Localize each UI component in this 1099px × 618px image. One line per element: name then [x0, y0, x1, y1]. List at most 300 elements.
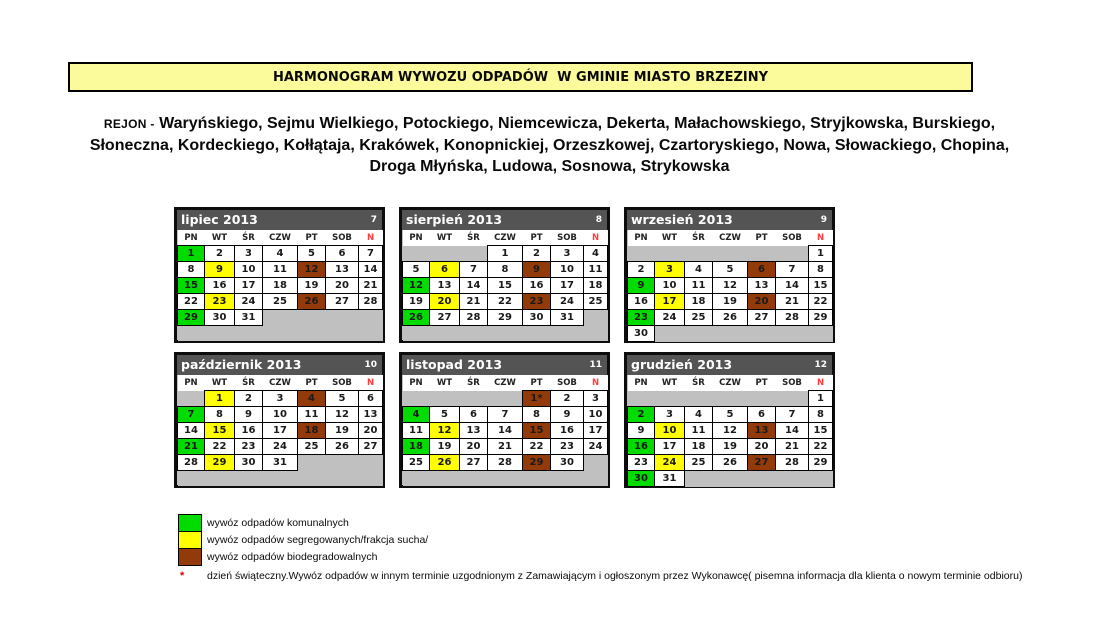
day-cell: 10 — [584, 407, 608, 423]
weekday-header: CZW — [713, 230, 748, 246]
empty-cell — [178, 391, 205, 407]
day-cell: 13 — [460, 423, 488, 439]
day-cell: 23 — [235, 439, 263, 455]
weekday-header: PT — [748, 230, 776, 246]
day-cell: 16 — [235, 423, 263, 439]
empty-cell — [713, 471, 748, 487]
day-cell: 2 — [523, 246, 551, 262]
day-cell: 20 — [748, 294, 776, 310]
day-cell: 11 — [685, 423, 713, 439]
weekday-header: PN — [628, 375, 655, 391]
day-cell: 19 — [298, 278, 326, 294]
empty-cell — [584, 471, 608, 487]
day-cell: 29 — [809, 310, 833, 326]
day-cell: 10 — [655, 423, 685, 439]
empty-cell — [403, 391, 430, 407]
day-cell: 17 — [235, 278, 263, 294]
day-cell: 11 — [298, 407, 326, 423]
day-cell: 27 — [748, 310, 776, 326]
empty-cell — [655, 246, 685, 262]
empty-cell — [178, 326, 205, 342]
legend-label: wywóz odpadów segregowanych/frakcja sucha/ — [207, 533, 429, 546]
day-cell: 27 — [359, 439, 383, 455]
empty-cell — [713, 326, 748, 342]
day-cell: 1 — [178, 246, 205, 262]
weekday-header: ŚR — [685, 375, 713, 391]
day-cell: 9 — [205, 262, 235, 278]
empty-cell — [488, 471, 523, 487]
day-cell: 25 — [685, 310, 713, 326]
legend-label: wywóz odpadów biodegradowalnych — [207, 550, 378, 563]
day-cell: 24 — [655, 455, 685, 471]
day-cell: 6 — [748, 407, 776, 423]
empty-cell — [488, 326, 523, 342]
day-cell: 3 — [655, 262, 685, 278]
weekday-header: WT — [205, 230, 235, 246]
legend-item-komunalne — [178, 514, 1022, 531]
day-cell: 15 — [205, 423, 235, 439]
empty-cell — [298, 471, 326, 487]
empty-cell — [685, 471, 713, 487]
calendar-header — [402, 210, 607, 230]
month-number: 9 — [820, 215, 827, 225]
day-cell: 4 — [403, 407, 430, 423]
day-cell: 15 — [488, 278, 523, 294]
empty-cell — [403, 246, 430, 262]
day-cell: 2 — [205, 246, 235, 262]
calendar-sierpien — [399, 207, 610, 343]
empty-cell — [263, 471, 298, 487]
day-cell: 19 — [403, 294, 430, 310]
empty-cell — [523, 326, 551, 342]
day-cell: 20 — [326, 278, 359, 294]
weekday-header: SOB — [551, 230, 584, 246]
day-cell: 8 — [809, 262, 833, 278]
holiday-note-text: dzień świąteczny.Wywóz odpadów w innym terminie uzgodnionym z Zamawiającym i ogłoszonym przez Wykonawcę( pisemna informacja dla klienta o nowym terminie odbioru) — [207, 570, 1023, 582]
day-cell: 7 — [178, 407, 205, 423]
day-cell: 24 — [263, 439, 298, 455]
empty-cell — [776, 326, 809, 342]
day-cell: 5 — [713, 262, 748, 278]
empty-cell — [685, 246, 713, 262]
calendar-header — [177, 355, 382, 375]
day-cell: 4 — [685, 407, 713, 423]
empty-cell — [748, 246, 776, 262]
day-cell: 14 — [776, 423, 809, 439]
calendar-lipiec — [174, 207, 385, 343]
day-cell: 1* — [523, 391, 551, 407]
empty-cell — [628, 246, 655, 262]
days-table — [177, 375, 383, 486]
weekday-header: PT — [523, 375, 551, 391]
day-cell: 20 — [430, 294, 460, 310]
day-cell: 26 — [403, 310, 430, 326]
weekday-header: WT — [205, 375, 235, 391]
region-streets-3: Droga Młyńska, Ludowa, Sosnowa, Strykowska — [369, 158, 730, 175]
calendar-pazdziernik — [174, 352, 385, 488]
day-cell: 17 — [655, 294, 685, 310]
empty-cell — [298, 326, 326, 342]
weekday-header: PT — [298, 375, 326, 391]
holiday-note — [178, 570, 1022, 582]
day-cell: 2 — [628, 407, 655, 423]
day-cell: 8 — [205, 407, 235, 423]
empty-cell — [430, 471, 460, 487]
weekday-header: ŚR — [685, 230, 713, 246]
empty-cell — [359, 326, 383, 342]
day-cell: 15 — [523, 423, 551, 439]
empty-cell — [430, 326, 460, 342]
day-cell: 16 — [628, 439, 655, 455]
month-number: 8 — [595, 215, 602, 225]
legend-item-biodegradowalne — [178, 548, 1022, 565]
empty-cell — [430, 246, 460, 262]
day-cell: 24 — [584, 439, 608, 455]
day-cell: 31 — [551, 310, 584, 326]
day-cell: 23 — [523, 294, 551, 310]
day-cell: 18 — [584, 278, 608, 294]
green-swatch-icon — [178, 514, 202, 532]
empty-cell — [809, 326, 833, 342]
day-cell: 16 — [205, 278, 235, 294]
empty-cell — [178, 471, 205, 487]
weekday-header: N — [809, 230, 833, 246]
day-cell: 18 — [298, 423, 326, 439]
calendar-header — [627, 210, 832, 230]
day-cell: 17 — [655, 439, 685, 455]
empty-cell — [584, 455, 608, 471]
calendar-grudzien — [624, 352, 835, 488]
month-number: 11 — [589, 360, 602, 370]
month-number: 10 — [364, 360, 377, 370]
day-cell: 29 — [523, 455, 551, 471]
day-cell: 28 — [359, 294, 383, 310]
weekday-header: N — [359, 375, 383, 391]
empty-cell — [359, 310, 383, 326]
day-cell: 23 — [205, 294, 235, 310]
calendar-listopad — [399, 352, 610, 488]
day-cell: 29 — [809, 455, 833, 471]
page-title: HARMONOGRAM WYWOZU ODPADÓW W GMINIE MIASTO BRZEZINY — [272, 69, 769, 85]
day-cell: 5 — [326, 391, 359, 407]
day-cell: 25 — [403, 455, 430, 471]
day-cell: 13 — [326, 262, 359, 278]
empty-cell — [205, 326, 235, 342]
day-cell: 5 — [403, 262, 430, 278]
day-cell: 6 — [748, 262, 776, 278]
day-cell: 16 — [523, 278, 551, 294]
day-cell: 10 — [655, 278, 685, 294]
day-cell: 7 — [359, 246, 383, 262]
day-cell: 21 — [178, 439, 205, 455]
empty-cell — [628, 391, 655, 407]
day-cell: 3 — [584, 391, 608, 407]
day-cell: 22 — [523, 439, 551, 455]
weekday-header: SOB — [776, 230, 809, 246]
day-cell: 12 — [403, 278, 430, 294]
day-cell: 21 — [460, 294, 488, 310]
day-cell: 24 — [551, 294, 584, 310]
region-label: REJON - — [103, 117, 155, 131]
empty-cell — [326, 310, 359, 326]
day-cell: 10 — [235, 262, 263, 278]
weekday-header: ŚR — [460, 375, 488, 391]
day-cell: 13 — [430, 278, 460, 294]
weekday-header: PT — [748, 375, 776, 391]
weekday-header: CZW — [488, 375, 523, 391]
day-cell: 21 — [359, 278, 383, 294]
day-cell: 27 — [460, 455, 488, 471]
day-cell: 26 — [713, 310, 748, 326]
day-cell: 23 — [628, 310, 655, 326]
day-cell: 30 — [523, 310, 551, 326]
month-name: grudzień 2013 — [631, 357, 733, 372]
day-cell: 26 — [298, 294, 326, 310]
day-cell: 22 — [809, 439, 833, 455]
day-cell: 22 — [205, 439, 235, 455]
empty-cell — [584, 310, 608, 326]
weekday-header: SOB — [326, 375, 359, 391]
days-table — [627, 375, 833, 487]
day-cell: 4 — [584, 246, 608, 262]
day-cell: 21 — [776, 294, 809, 310]
day-cell: 13 — [748, 278, 776, 294]
day-cell: 19 — [326, 423, 359, 439]
day-cell: 11 — [263, 262, 298, 278]
day-cell: 15 — [809, 423, 833, 439]
empty-cell — [326, 326, 359, 342]
day-cell: 4 — [685, 262, 713, 278]
weekday-header: WT — [430, 375, 460, 391]
days-table — [627, 230, 833, 342]
empty-cell — [776, 471, 809, 487]
weekday-header: PN — [403, 230, 430, 246]
empty-cell — [776, 246, 809, 262]
day-cell: 16 — [628, 294, 655, 310]
day-cell: 12 — [326, 407, 359, 423]
weekday-header: CZW — [713, 375, 748, 391]
day-cell: 18 — [685, 439, 713, 455]
day-cell: 5 — [430, 407, 460, 423]
day-cell: 30 — [551, 455, 584, 471]
day-cell: 9 — [235, 407, 263, 423]
empty-cell — [263, 326, 298, 342]
day-cell: 11 — [403, 423, 430, 439]
empty-cell — [748, 471, 776, 487]
day-cell: 9 — [628, 278, 655, 294]
day-cell: 24 — [235, 294, 263, 310]
weekday-header: CZW — [263, 230, 298, 246]
day-cell: 22 — [488, 294, 523, 310]
weekday-header: PT — [298, 230, 326, 246]
empty-cell — [359, 455, 383, 471]
day-cell: 12 — [713, 423, 748, 439]
empty-cell — [403, 471, 430, 487]
day-cell: 25 — [298, 439, 326, 455]
day-cell: 8 — [523, 407, 551, 423]
day-cell: 29 — [205, 455, 235, 471]
day-cell: 9 — [523, 262, 551, 278]
day-cell: 1 — [809, 246, 833, 262]
day-cell: 27 — [326, 294, 359, 310]
day-cell: 15 — [809, 278, 833, 294]
day-cell: 4 — [263, 246, 298, 262]
day-cell: 23 — [551, 439, 584, 455]
day-cell: 14 — [776, 278, 809, 294]
days-table — [402, 230, 608, 341]
empty-cell — [460, 246, 488, 262]
day-cell: 25 — [263, 294, 298, 310]
day-cell: 3 — [551, 246, 584, 262]
day-cell: 17 — [584, 423, 608, 439]
empty-cell — [298, 310, 326, 326]
month-grid — [402, 375, 607, 486]
brown-swatch-icon — [178, 548, 202, 566]
day-cell: 20 — [460, 439, 488, 455]
day-cell: 12 — [298, 262, 326, 278]
weekday-header: ŚR — [235, 230, 263, 246]
weekday-header: PN — [178, 230, 205, 246]
calendar-header — [177, 210, 382, 230]
day-cell: 9 — [628, 423, 655, 439]
day-cell: 25 — [584, 294, 608, 310]
day-cell: 31 — [235, 310, 263, 326]
month-name: wrzesień 2013 — [631, 212, 733, 227]
day-cell: 30 — [628, 326, 655, 342]
weekday-header: N — [584, 230, 608, 246]
weekday-header: CZW — [263, 375, 298, 391]
empty-cell — [235, 471, 263, 487]
day-cell: 14 — [178, 423, 205, 439]
day-cell: 2 — [235, 391, 263, 407]
day-cell: 18 — [685, 294, 713, 310]
region-line-1 — [0, 113, 1099, 135]
month-name: lipiec 2013 — [181, 212, 258, 227]
day-cell: 25 — [685, 455, 713, 471]
day-cell: 1 — [809, 391, 833, 407]
day-cell: 2 — [628, 262, 655, 278]
day-cell: 6 — [430, 262, 460, 278]
title-banner — [68, 62, 973, 92]
empty-cell — [460, 391, 488, 407]
empty-cell — [748, 326, 776, 342]
day-cell: 13 — [359, 407, 383, 423]
day-cell: 6 — [460, 407, 488, 423]
weekday-header: PN — [403, 375, 430, 391]
weekday-header: N — [584, 375, 608, 391]
day-cell: 19 — [713, 294, 748, 310]
empty-cell — [713, 391, 748, 407]
day-cell: 21 — [776, 439, 809, 455]
day-cell: 19 — [713, 439, 748, 455]
empty-cell — [655, 391, 685, 407]
region-streets-2: Słoneczna, Kordeckiego, Kołłątaja, Krakówek, Konopnickiej, Orzeszkowej, Czartoryskiego, Nowa, Słowackiego, Chopina, — [89, 137, 1010, 154]
weekday-header: WT — [655, 375, 685, 391]
weekday-header: WT — [430, 230, 460, 246]
legend-label: wywóz odpadów komunalnych — [207, 516, 349, 529]
empty-cell — [263, 310, 298, 326]
day-cell: 31 — [655, 471, 685, 487]
day-cell: 24 — [655, 310, 685, 326]
day-cell: 4 — [298, 391, 326, 407]
weekday-header: PN — [178, 375, 205, 391]
empty-cell — [205, 471, 235, 487]
empty-cell — [685, 326, 713, 342]
empty-cell — [523, 471, 551, 487]
day-cell: 8 — [488, 262, 523, 278]
day-cell: 27 — [430, 310, 460, 326]
day-cell: 23 — [628, 455, 655, 471]
days-table — [402, 375, 608, 486]
empty-cell — [326, 455, 359, 471]
day-cell: 5 — [713, 407, 748, 423]
calendar-wrzesien — [624, 207, 835, 343]
month-grid — [402, 230, 607, 341]
day-cell: 26 — [430, 455, 460, 471]
day-cell: 3 — [235, 246, 263, 262]
empty-cell — [713, 246, 748, 262]
day-cell: 29 — [178, 310, 205, 326]
weekday-header: WT — [655, 230, 685, 246]
day-cell: 17 — [263, 423, 298, 439]
day-cell: 15 — [178, 278, 205, 294]
day-cell: 20 — [359, 423, 383, 439]
day-cell: 8 — [809, 407, 833, 423]
month-grid — [627, 375, 832, 487]
day-cell: 19 — [430, 439, 460, 455]
day-cell: 26 — [326, 439, 359, 455]
region-streets-1: Waryńskiego, Sejmu Wielkiego, Potockiego, Niemcewicza, Dekerta, Małachowskiego, Stryjkowska, Burskiego, — [154, 115, 996, 132]
day-cell: 7 — [488, 407, 523, 423]
empty-cell — [326, 471, 359, 487]
weekday-header: ŚR — [460, 230, 488, 246]
day-cell: 7 — [776, 407, 809, 423]
empty-cell — [809, 471, 833, 487]
day-cell: 10 — [551, 262, 584, 278]
month-grid — [177, 230, 382, 341]
day-cell: 11 — [685, 278, 713, 294]
empty-cell — [403, 326, 430, 342]
day-cell: 1 — [205, 391, 235, 407]
empty-cell — [584, 326, 608, 342]
day-cell: 18 — [403, 439, 430, 455]
day-cell: 14 — [359, 262, 383, 278]
calendar-header — [627, 355, 832, 375]
empty-cell — [685, 391, 713, 407]
empty-cell — [488, 391, 523, 407]
month-number: 12 — [814, 360, 827, 370]
month-number: 7 — [370, 215, 377, 225]
day-cell: 8 — [178, 262, 205, 278]
day-cell: 28 — [488, 455, 523, 471]
empty-cell — [655, 326, 685, 342]
empty-cell — [776, 391, 809, 407]
day-cell: 6 — [326, 246, 359, 262]
day-cell: 3 — [655, 407, 685, 423]
weekday-header: SOB — [326, 230, 359, 246]
days-table — [177, 230, 383, 341]
day-cell: 28 — [776, 310, 809, 326]
day-cell: 17 — [551, 278, 584, 294]
weekday-header: SOB — [551, 375, 584, 391]
day-cell: 7 — [460, 262, 488, 278]
day-cell: 1 — [488, 246, 523, 262]
month-grid — [177, 375, 382, 486]
day-cell: 11 — [584, 262, 608, 278]
weekday-header: N — [809, 375, 833, 391]
day-cell: 12 — [430, 423, 460, 439]
day-cell: 6 — [359, 391, 383, 407]
